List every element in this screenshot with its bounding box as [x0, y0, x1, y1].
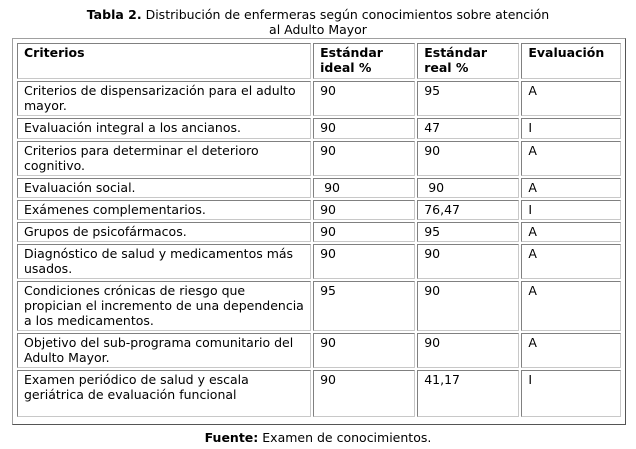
cell-estandar-real: 90 [417, 281, 519, 331]
cell-estandar-ideal: 90 [313, 333, 415, 368]
table-row [17, 200, 621, 220]
cell-criterio: Criterios de dispensarización para el adulto mayor. [17, 81, 311, 116]
table-row [17, 222, 621, 242]
cell-estandar-ideal: 90 [313, 222, 415, 242]
cell-estandar-real: 90 [417, 141, 519, 176]
cell-criterio: Condiciones crónicas de riesgo que propician el incremento de una dependencia a los medicamentos. [17, 281, 311, 331]
header-ideal-line2: ideal % [320, 60, 372, 75]
cell-estandar-real: 47 [417, 118, 519, 139]
header-estandar-ideal [313, 43, 415, 79]
footer-text: Examen de conocimientos. [262, 430, 432, 445]
cell-estandar-real: 90 [417, 333, 519, 368]
cell-estandar-real: 95 [417, 81, 519, 116]
cell-estandar-ideal: 90 [313, 141, 415, 176]
cell-criterio: Grupos de psicofármacos. [17, 222, 311, 242]
cell-estandar-ideal: 90 [313, 118, 415, 139]
cell-estandar-real: 95 [417, 222, 519, 242]
table-row [17, 118, 621, 139]
cell-estandar-real: 41,17 [417, 370, 519, 417]
cell-criterio: Evaluación integral a los ancianos. [17, 118, 311, 139]
cell-estandar-ideal: 90 [313, 244, 415, 279]
table-row [17, 281, 621, 331]
cell-evaluacion: A [521, 244, 621, 279]
cell-evaluacion: A [521, 281, 621, 331]
table-row [17, 333, 621, 368]
cell-estandar-ideal: 90 [313, 81, 415, 116]
table-row [17, 370, 621, 417]
table-row [17, 141, 621, 176]
header-criterios: Criterios [17, 43, 311, 79]
table-row [17, 81, 621, 116]
cell-estandar-ideal: 90 [313, 370, 415, 417]
header-real-line1: Estándar [424, 45, 488, 60]
cell-criterio: Objetivo del sub-programa comunitario del Adulto Mayor. [17, 333, 311, 368]
header-estandar-real [417, 43, 519, 79]
cell-evaluacion: I [521, 200, 621, 220]
cell-evaluacion: A [521, 81, 621, 116]
table-footer [0, 430, 636, 445]
table-caption [0, 7, 636, 37]
cell-criterio: Exámenes complementarios. [17, 200, 311, 220]
cell-criterio: Examen periódico de salud y escala geriátrica de evaluación funcional [17, 370, 311, 417]
cell-estandar-real: 90 [417, 244, 519, 279]
header-ideal-line1: Estándar [320, 45, 383, 60]
footer-label: Fuente: [204, 430, 259, 445]
cell-estandar-ideal: 90 [313, 178, 415, 198]
header-real-line2: real % [424, 60, 469, 75]
cell-evaluacion: I [521, 118, 621, 139]
caption-line-1 [0, 7, 636, 22]
cell-estandar-real: 90 [417, 178, 519, 198]
table-row [17, 178, 621, 198]
cell-evaluacion: A [521, 178, 621, 198]
cell-criterio: Diagnóstico de salud y medicamentos más usados. [17, 244, 311, 279]
cell-evaluacion: I [521, 370, 621, 417]
caption-line-2: al Adulto Mayor [269, 22, 367, 37]
cell-estandar-ideal: 90 [313, 200, 415, 220]
cell-evaluacion: A [521, 141, 621, 176]
header-evaluacion: Evaluación [521, 43, 621, 79]
table-row [17, 244, 621, 279]
cell-evaluacion: A [521, 333, 621, 368]
caption-label: Tabla 2. [86, 7, 142, 22]
cell-estandar-ideal: 95 [313, 281, 415, 331]
cell-criterio: Criterios para determinar el deterioro cognitivo. [17, 141, 311, 176]
data-table [15, 41, 623, 419]
cell-criterio: Evaluación social. [17, 178, 311, 198]
cell-estandar-real: 76,47 [417, 200, 519, 220]
caption-text: Distribución de enfermeras según conocimientos sobre atención [145, 7, 550, 22]
cell-evaluacion: A [521, 222, 621, 242]
table-frame [12, 38, 626, 425]
table-header-row [17, 43, 621, 79]
